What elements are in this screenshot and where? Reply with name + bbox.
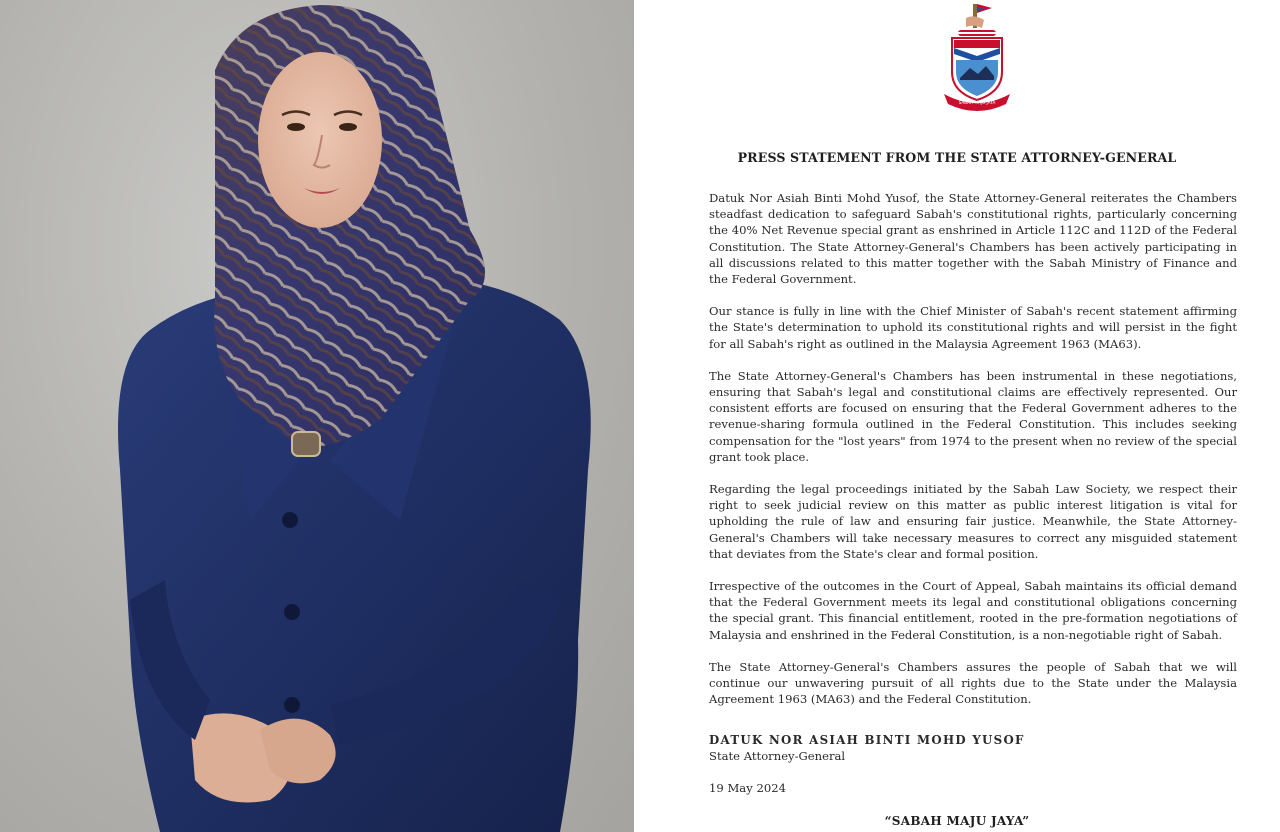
paragraph-2: Our stance is fully in line with the Chief Minister of Sabah's recent statement affirming the State's determination to uphold its constitutional rights and will persist in the fight for all Sabah's right as outlined in the Malaysia Agreement 1963 (MA63). — [709, 304, 1237, 351]
paragraph-5: Irrespective of the outcomes in the Court of Appeal, Sabah maintains its official demand that the Federal Government meets its legal and constitutional obligations concerning the special grant. This financial entitlement, rooted in the pre-formation negotiations of Malaysia and enshrined in the Federal Constitution, is a non-negotiable right of Sabah. — [709, 579, 1237, 642]
crest-ribbon-text: SABAH MAJU JAYA — [958, 100, 996, 105]
motto: “SABAH MAJU JAYA” — [884, 814, 1030, 828]
document-title: PRESS STATEMENT FROM THE STATE ATTORNEY-GENERAL — [737, 150, 1177, 165]
statement-date: 19 May 2024 — [709, 781, 786, 795]
sabah-coat-of-arms-icon — [940, 0, 1014, 112]
portrait-photo — [0, 0, 634, 832]
signatory-title: State Attorney-General — [709, 749, 846, 763]
press-statement-document — [634, 0, 1280, 832]
paragraph-4: Regarding the legal proceedings initiated by the Sabah Law Society, we respect their right to seek judicial review on this matter as public interest litigation is vital for upholding the rule of law and ensuring fair justice. Meanwhile, the State Attorney- General's Chambers will take necessary measures to correct any misguided statement that deviates from the State's clear and formal position. — [709, 482, 1237, 561]
signatory-name: DATUK NOR ASIAH BINTI MOHD YUSOF — [709, 733, 1025, 747]
document-body — [709, 190, 1237, 723]
signature-block — [709, 732, 1237, 764]
woman-portrait-icon — [0, 0, 634, 832]
paragraph-1: Datuk Nor Asiah Binti Mohd Yusof, the State Attorney-General reiterates the Chambers steadfast dedication to safeguard Sabah's constitutional rights, particularly concerning the 40% Net Revenue special grant as enshrined in Article 112C and 112D of the Federal Constitution. The State Attorney-General's Chambers has been actively participating in all discussions related to this matter together with the Sabah Ministry of Finance and the Federal Government. — [709, 191, 1237, 287]
paragraph-6: The State Attorney-General's Chambers assures the people of Sabah that we will continue our unwavering pursuit of all rights due to the State under the Malaysia Agreement 1963 (MA63) and the Federal Constitution. — [709, 659, 1237, 707]
paragraph-3: The State Attorney-General's Chambers has been instrumental in these negotiations, ensuring that Sabah's legal and constitutional claims are effectively represented. Our consistent efforts are focused on ensuring that the Federal Government adheres to the revenue-sharing formula outlined in the Federal Constitution. This includes seeking compensation for the "lost years" from 1974 to the present when no review of the special grant took place. — [709, 368, 1237, 464]
